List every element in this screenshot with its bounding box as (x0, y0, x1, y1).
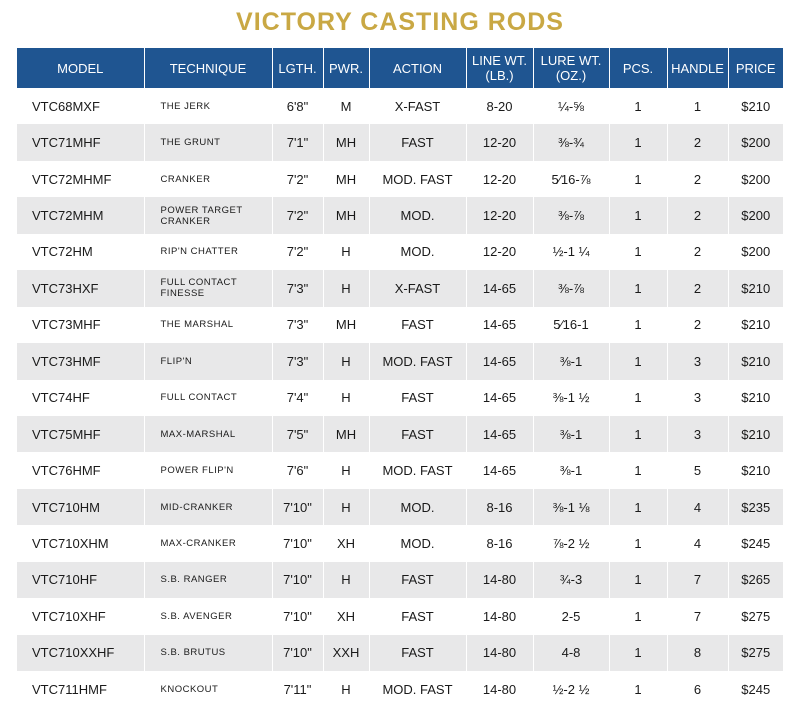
cell-technique: RIP'N CHATTER (144, 234, 272, 270)
cell-length: 7'10" (272, 525, 323, 561)
cell-power: MH (323, 161, 369, 197)
cell-pieces: 1 (609, 234, 667, 270)
table-row (17, 234, 783, 270)
cell-power: XH (323, 525, 369, 561)
cell-power: H (323, 562, 369, 598)
cell-model: VTC710XXHF (17, 635, 144, 671)
cell-handle: 2 (667, 124, 728, 160)
header-length: LGTH. (272, 48, 323, 88)
cell-price: $200 (728, 124, 783, 160)
cell-technique: S.B. AVENGER (144, 598, 272, 634)
cell-price: $200 (728, 197, 783, 233)
cell-handle: 4 (667, 489, 728, 525)
cell-pieces: 1 (609, 635, 667, 671)
cell-length: 6'8" (272, 88, 323, 124)
cell-line-weight: 14-80 (466, 598, 533, 634)
cell-power: XH (323, 598, 369, 634)
cell-model: VTC72MHMF (17, 161, 144, 197)
cell-power: H (323, 452, 369, 488)
cell-handle: 6 (667, 671, 728, 707)
cell-action: MOD. (369, 525, 466, 561)
table-row (17, 307, 783, 343)
cell-pieces: 1 (609, 197, 667, 233)
cell-pieces: 1 (609, 343, 667, 379)
cell-line-weight: 12-20 (466, 197, 533, 233)
cell-length: 7'11" (272, 671, 323, 707)
cell-length: 7'10" (272, 598, 323, 634)
cell-technique: THE MARSHAL (144, 307, 272, 343)
cell-model: VTC76HMF (17, 452, 144, 488)
cell-handle: 2 (667, 270, 728, 306)
cell-lure-weight: ⅜-1 (533, 416, 609, 452)
cell-lure-weight: ½-1 ¼ (533, 234, 609, 270)
header-technique: TECHNIQUE (144, 48, 272, 88)
cell-model: VTC68MXF (17, 88, 144, 124)
header-action: ACTION (369, 48, 466, 88)
cell-line-weight: 12-20 (466, 234, 533, 270)
cell-technique: POWER FLIP'N (144, 452, 272, 488)
cell-power: XXH (323, 635, 369, 671)
cell-line-weight: 8-16 (466, 525, 533, 561)
cell-price: $265 (728, 562, 783, 598)
cell-lure-weight: 5⁄16-1 (533, 307, 609, 343)
cell-model: VTC710XHF (17, 598, 144, 634)
cell-lure-weight: 2-5 (533, 598, 609, 634)
cell-power: MH (323, 124, 369, 160)
cell-lure-weight: ⅜-1 (533, 343, 609, 379)
cell-handle: 8 (667, 635, 728, 671)
cell-model: VTC73HXF (17, 270, 144, 306)
cell-action: MOD. FAST (369, 161, 466, 197)
cell-model: VTC710HF (17, 562, 144, 598)
header-row (17, 48, 783, 88)
cell-lure-weight: ½-2 ½ (533, 671, 609, 707)
cell-lure-weight: ¾-3 (533, 562, 609, 598)
cell-length: 7'4" (272, 380, 323, 416)
cell-lure-weight: 4-8 (533, 635, 609, 671)
cell-model: VTC73HMF (17, 343, 144, 379)
table-row (17, 562, 783, 598)
cell-power: MH (323, 197, 369, 233)
cell-action: FAST (369, 562, 466, 598)
cell-line-weight: 14-80 (466, 562, 533, 598)
cell-line-weight: 14-65 (466, 307, 533, 343)
rods-table (17, 48, 783, 707)
cell-technique: FULL CONTACT FINESSE (144, 270, 272, 306)
cell-handle: 3 (667, 343, 728, 379)
cell-price: $210 (728, 270, 783, 306)
cell-handle: 2 (667, 234, 728, 270)
cell-price: $200 (728, 161, 783, 197)
cell-length: 7'3" (272, 270, 323, 306)
cell-model: VTC72MHM (17, 197, 144, 233)
table-row (17, 452, 783, 488)
cell-technique: FLIP'N (144, 343, 272, 379)
table-row (17, 489, 783, 525)
cell-handle: 1 (667, 88, 728, 124)
cell-action: X-FAST (369, 270, 466, 306)
cell-lure-weight: ¼-⅝ (533, 88, 609, 124)
cell-lure-weight: 5⁄16-⅞ (533, 161, 609, 197)
cell-length: 7'2" (272, 197, 323, 233)
cell-action: FAST (369, 307, 466, 343)
cell-price: $210 (728, 380, 783, 416)
cell-pieces: 1 (609, 416, 667, 452)
header-power: PWR. (323, 48, 369, 88)
cell-technique: S.B. RANGER (144, 562, 272, 598)
cell-price: $210 (728, 307, 783, 343)
cell-pieces: 1 (609, 307, 667, 343)
cell-pieces: 1 (609, 598, 667, 634)
cell-action: MOD. (369, 197, 466, 233)
header-price: PRICE (728, 48, 783, 88)
cell-power: MH (323, 307, 369, 343)
cell-lure-weight: ⅜-1 ⅛ (533, 489, 609, 525)
cell-line-weight: 12-20 (466, 124, 533, 160)
cell-model: VTC72HM (17, 234, 144, 270)
cell-model: VTC711HMF (17, 671, 144, 707)
header-model: MODEL (17, 48, 144, 88)
cell-action: FAST (369, 380, 466, 416)
cell-power: M (323, 88, 369, 124)
cell-action: FAST (369, 598, 466, 634)
cell-handle: 2 (667, 307, 728, 343)
cell-handle: 7 (667, 562, 728, 598)
cell-length: 7'10" (272, 562, 323, 598)
cell-handle: 3 (667, 416, 728, 452)
cell-action: MOD. FAST (369, 671, 466, 707)
cell-handle: 2 (667, 197, 728, 233)
table-row (17, 197, 783, 233)
header-lure-weight: LURE WT. (OZ.) (533, 48, 609, 88)
table-row (17, 380, 783, 416)
cell-length: 7'3" (272, 343, 323, 379)
table-row (17, 671, 783, 707)
cell-price: $275 (728, 598, 783, 634)
cell-pieces: 1 (609, 671, 667, 707)
cell-action: FAST (369, 635, 466, 671)
cell-technique: POWER TARGET CRANKER (144, 197, 272, 233)
cell-handle: 7 (667, 598, 728, 634)
header-handle: HANDLE (667, 48, 728, 88)
cell-length: 7'5" (272, 416, 323, 452)
cell-model: VTC73MHF (17, 307, 144, 343)
cell-action: MOD. (369, 489, 466, 525)
cell-handle: 4 (667, 525, 728, 561)
page-title: VICTORY CASTING RODS (236, 8, 564, 36)
cell-length: 7'1" (272, 124, 323, 160)
cell-pieces: 1 (609, 161, 667, 197)
cell-handle: 2 (667, 161, 728, 197)
cell-power: H (323, 671, 369, 707)
cell-pieces: 1 (609, 562, 667, 598)
cell-price: $235 (728, 489, 783, 525)
cell-line-weight: 14-65 (466, 380, 533, 416)
cell-pieces: 1 (609, 380, 667, 416)
cell-line-weight: 14-65 (466, 343, 533, 379)
cell-technique: CRANKER (144, 161, 272, 197)
cell-line-weight: 14-65 (466, 452, 533, 488)
cell-pieces: 1 (609, 525, 667, 561)
table-row (17, 343, 783, 379)
cell-technique: MID-CRANKER (144, 489, 272, 525)
cell-price: $200 (728, 234, 783, 270)
cell-price: $210 (728, 416, 783, 452)
table-row (17, 635, 783, 671)
table-row (17, 416, 783, 452)
cell-technique: S.B. BRUTUS (144, 635, 272, 671)
cell-technique: MAX-MARSHAL (144, 416, 272, 452)
header-pieces: PCS. (609, 48, 667, 88)
cell-line-weight: 14-65 (466, 270, 533, 306)
cell-pieces: 1 (609, 124, 667, 160)
cell-power: H (323, 489, 369, 525)
cell-price: $210 (728, 343, 783, 379)
cell-technique: FULL CONTACT (144, 380, 272, 416)
cell-handle: 3 (667, 380, 728, 416)
cell-line-weight: 14-80 (466, 635, 533, 671)
cell-action: MOD. (369, 234, 466, 270)
cell-lure-weight: ⅜-⅞ (533, 197, 609, 233)
cell-price: $210 (728, 88, 783, 124)
cell-power: H (323, 234, 369, 270)
cell-power: MH (323, 416, 369, 452)
cell-power: H (323, 343, 369, 379)
cell-length: 7'3" (272, 307, 323, 343)
cell-model: VTC710XHM (17, 525, 144, 561)
cell-line-weight: 8-16 (466, 489, 533, 525)
cell-technique: THE JERK (144, 88, 272, 124)
cell-model: VTC71MHF (17, 124, 144, 160)
cell-model: VTC75MHF (17, 416, 144, 452)
cell-model: VTC710HM (17, 489, 144, 525)
cell-length: 7'6" (272, 452, 323, 488)
cell-technique: MAX-CRANKER (144, 525, 272, 561)
table-row (17, 124, 783, 160)
cell-handle: 5 (667, 452, 728, 488)
cell-technique: THE GRUNT (144, 124, 272, 160)
table-row (17, 161, 783, 197)
cell-length: 7'10" (272, 635, 323, 671)
cell-lure-weight: ⅜-⅞ (533, 270, 609, 306)
cell-action: FAST (369, 416, 466, 452)
cell-price: $275 (728, 635, 783, 671)
table-row (17, 598, 783, 634)
cell-pieces: 1 (609, 452, 667, 488)
cell-action: FAST (369, 124, 466, 160)
cell-line-weight: 12-20 (466, 161, 533, 197)
cell-action: X-FAST (369, 88, 466, 124)
cell-length: 7'2" (272, 161, 323, 197)
cell-price: $210 (728, 452, 783, 488)
cell-lure-weight: ⅜-1 (533, 452, 609, 488)
header-line-weight: LINE WT. (LB.) (466, 48, 533, 88)
cell-line-weight: 8-20 (466, 88, 533, 124)
cell-length: 7'10" (272, 489, 323, 525)
cell-line-weight: 14-80 (466, 671, 533, 707)
cell-lure-weight: ⅞-2 ½ (533, 525, 609, 561)
table-row (17, 525, 783, 561)
table-row (17, 270, 783, 306)
cell-power: H (323, 270, 369, 306)
cell-line-weight: 14-65 (466, 416, 533, 452)
cell-power: H (323, 380, 369, 416)
cell-pieces: 1 (609, 88, 667, 124)
cell-action: MOD. FAST (369, 343, 466, 379)
cell-lure-weight: ⅜-1 ½ (533, 380, 609, 416)
cell-action: MOD. FAST (369, 452, 466, 488)
cell-model: VTC74HF (17, 380, 144, 416)
cell-price: $245 (728, 525, 783, 561)
cell-length: 7'2" (272, 234, 323, 270)
cell-pieces: 1 (609, 489, 667, 525)
cell-pieces: 1 (609, 270, 667, 306)
cell-price: $245 (728, 671, 783, 707)
cell-technique: KNOCKOUT (144, 671, 272, 707)
cell-lure-weight: ⅜-¾ (533, 124, 609, 160)
table-row (17, 88, 783, 124)
